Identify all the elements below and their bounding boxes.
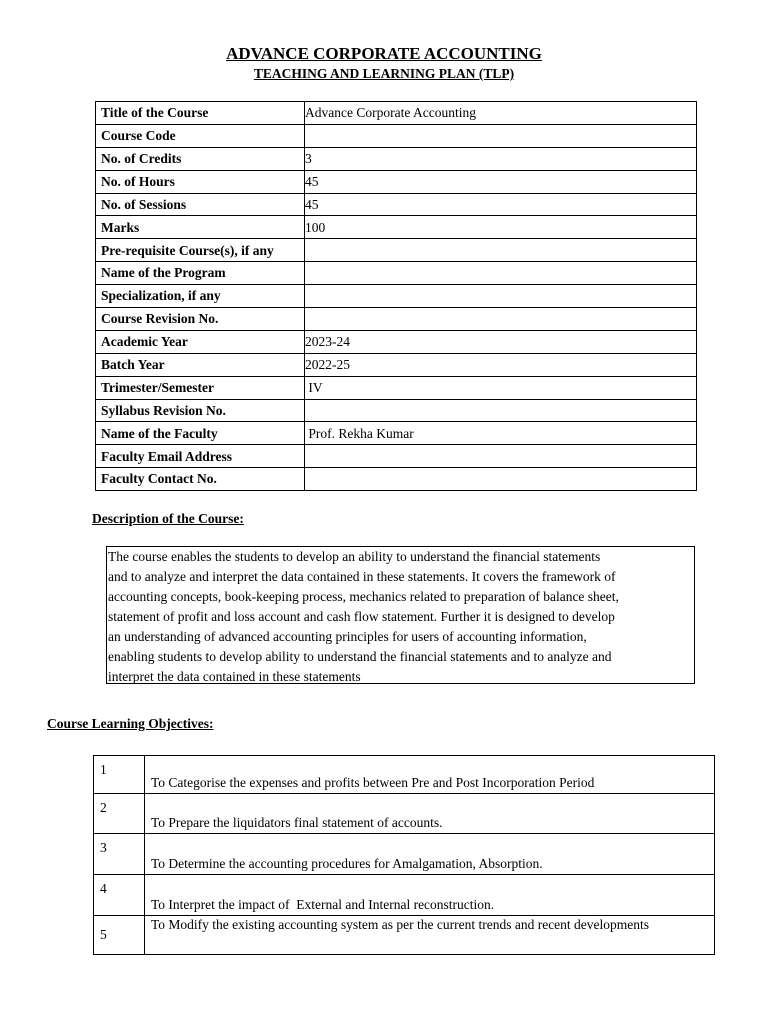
objective-number: 5 — [94, 916, 145, 955]
row-value — [305, 239, 697, 262]
row-label: Marks — [96, 216, 305, 239]
row-value: 2022-25 — [305, 353, 697, 376]
row-label: Academic Year — [96, 330, 305, 353]
objective-row — [94, 794, 715, 834]
row-label: Batch Year — [96, 353, 305, 376]
table-row — [96, 170, 697, 193]
objective-row — [94, 875, 715, 916]
objective-text: To Categorise the expenses and profits between Pre and Post Incorporation Period — [145, 756, 715, 794]
objective-number: 1 — [94, 756, 145, 794]
row-label: Name of the Program — [96, 262, 305, 285]
row-value: 100 — [305, 216, 697, 239]
description-line: statement of profit and loss account and cash flow statement. Further it is designed to develop — [108, 609, 615, 624]
objective-text: To Prepare the liquidators final statement of accounts. — [145, 794, 715, 834]
objective-row — [94, 916, 715, 955]
row-label: Faculty Email Address — [96, 445, 305, 468]
row-label: Course Revision No. — [96, 308, 305, 331]
table-row — [96, 193, 697, 216]
row-value: 45 — [305, 193, 697, 216]
row-value: 45 — [305, 170, 697, 193]
description-line: accounting concepts, book-keeping process, mechanics related to preparation of balance sheet, — [108, 589, 619, 604]
row-value: Advance Corporate Accounting — [305, 102, 697, 125]
row-label: Syllabus Revision No. — [96, 399, 305, 422]
objective-number: 4 — [94, 875, 145, 916]
description-line: enabling students to develop ability to understand the financial statements and to analyze and — [108, 649, 612, 664]
objective-row — [94, 834, 715, 875]
row-value: IV — [305, 376, 697, 399]
objectives-table — [93, 755, 715, 955]
table-row — [96, 308, 697, 331]
course-info-table — [95, 101, 697, 491]
table-row — [96, 353, 697, 376]
row-label: No. of Credits — [96, 147, 305, 170]
table-row — [96, 124, 697, 147]
row-label: No. of Sessions — [96, 193, 305, 216]
table-row — [96, 330, 697, 353]
row-label: Course Code — [96, 124, 305, 147]
objective-number: 2 — [94, 794, 145, 834]
table-row — [96, 262, 697, 285]
document-title: ADVANCE CORPORATE ACCOUNTING — [226, 44, 542, 63]
table-row — [96, 102, 697, 125]
row-value: Prof. Rekha Kumar — [305, 422, 697, 445]
description-line: an understanding of advanced accounting principles for users of accounting information, — [108, 629, 587, 644]
course-description — [106, 546, 695, 684]
row-label: Pre-requisite Course(s), if any — [96, 239, 305, 262]
row-label: Name of the Faculty — [96, 422, 305, 445]
description-line: The course enables the students to develop an ability to understand the financial statements — [108, 549, 601, 564]
table-row — [96, 285, 697, 308]
table-row — [96, 239, 697, 262]
row-label: Faculty Contact No. — [96, 468, 305, 491]
row-label: Trimester/Semester — [96, 376, 305, 399]
row-value: 2023-24 — [305, 330, 697, 353]
table-row — [96, 216, 697, 239]
row-value — [305, 445, 697, 468]
table-row — [96, 399, 697, 422]
row-label: Title of the Course — [96, 102, 305, 125]
description-line: interpret the data contained in these statements — [108, 669, 361, 684]
table-row — [96, 422, 697, 445]
document-subtitle: TEACHING AND LEARNING PLAN (TLP) — [253, 66, 515, 81]
row-value — [305, 262, 697, 285]
row-value — [305, 399, 697, 422]
table-row — [96, 147, 697, 170]
objective-text: To Determine the accounting procedures for Amalgamation, Absorption. — [145, 834, 715, 875]
objective-text: To Modify the existing accounting system as per the current trends and recent developments — [145, 916, 715, 955]
row-value — [305, 468, 697, 491]
objectives-heading: Course Learning Objectives: — [47, 716, 214, 731]
table-row — [96, 445, 697, 468]
table-row — [96, 468, 697, 491]
table-row — [96, 376, 697, 399]
description-heading: Description of the Course: — [92, 511, 244, 526]
row-label: Specialization, if any — [96, 285, 305, 308]
row-label: No. of Hours — [96, 170, 305, 193]
objective-row — [94, 756, 715, 794]
row-value — [305, 285, 697, 308]
objective-text: To Interpret the impact of External and Internal reconstruction. — [145, 875, 715, 916]
row-value — [305, 308, 697, 331]
objective-number: 3 — [94, 834, 145, 875]
description-line: and to analyze and interpret the data contained in these statements. It covers the framework of — [108, 569, 616, 584]
row-value: 3 — [305, 147, 697, 170]
row-value — [305, 124, 697, 147]
